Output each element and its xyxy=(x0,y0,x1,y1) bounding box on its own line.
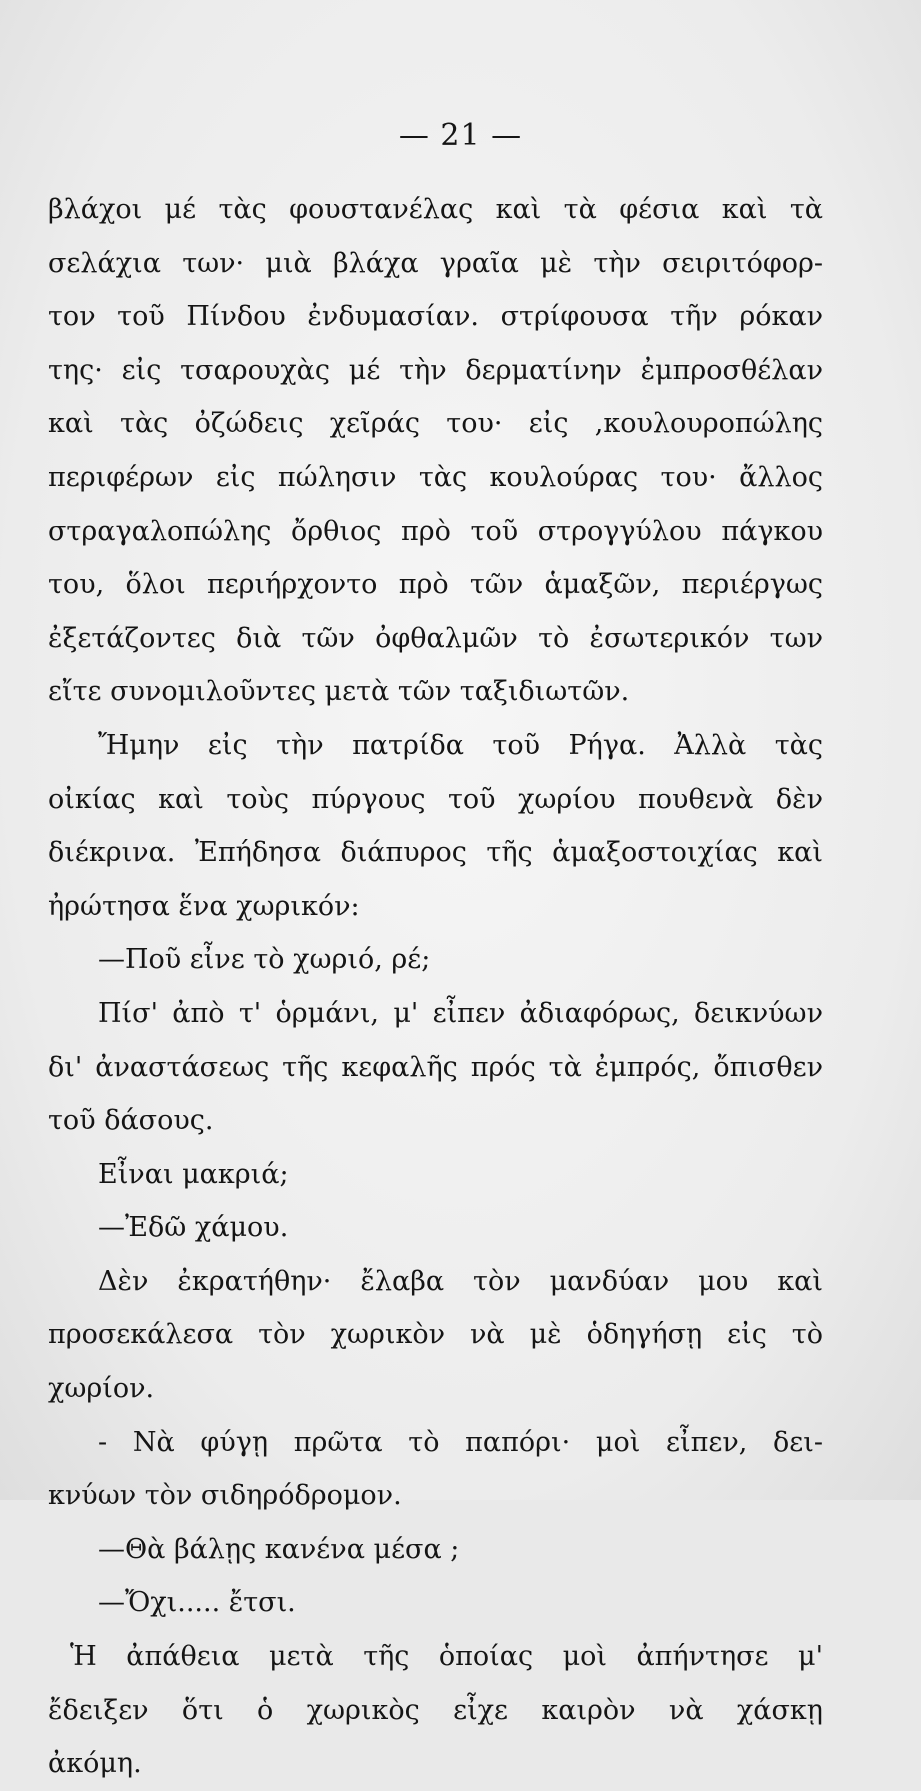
text-line: ἔδειξεν ὅτι ὁ χωρικὸς εἶχε καιρὸν νὰ χάσκῃ xyxy=(48,1694,823,1726)
text-line: ἀκόμη. xyxy=(48,1748,142,1780)
text-line: προσεκάλεσα τὸν χωρικὸν νὰ μὲ ὁδηγήσῃ εἰς τὸ xyxy=(48,1319,823,1351)
text-line: Εἶναι μακριά; xyxy=(98,1158,289,1190)
text-line: καὶ τὰς ὀζώδεις χεῖράς του· εἰς ,κουλουροπώλης xyxy=(48,408,823,440)
text-line: —Ἐδῶ χάμου. xyxy=(98,1212,289,1244)
page-number: — 21 — xyxy=(398,118,523,153)
text-line: Ἤμην εἰς τὴν πατρίδα τοῦ Ρήγα. Ἀλλὰ τὰς xyxy=(98,729,823,761)
text-line: τοῦ δάσους. xyxy=(48,1105,214,1137)
text-body xyxy=(48,183,823,1791)
text-line: βλάχοι μέ τὰς φουστανέλας καὶ τὰ φέσια καὶ τὰ xyxy=(48,194,823,225)
text-line: δι' ἀναστάσεως τῆς κεφαλῆς πρός τὰ ἐμπρός, ὄπισθεν xyxy=(48,1051,823,1083)
text-line: της· εἰς τσαρουχὰς μέ τὴν δερματίνην ἐμπροσθέλαν xyxy=(48,354,823,386)
text-line: εἴτε συνομιλοῦντες μετὰ τῶν ταξιδιωτῶν. xyxy=(48,676,630,708)
text-line: Δὲν ἐκρατήθην· ἔλαβα τὸν μανδύαν μου καὶ xyxy=(98,1265,823,1297)
text-line: του, ὅλοι περιήρχοντο πρὸ τῶν ἁμαξῶν, περιέργως xyxy=(48,569,823,601)
text-line: σελάχια των· μιὰ βλάχα γραῖα μὲ τὴν σειριτόφορ- xyxy=(48,247,823,279)
text-line: κνύων τὸν σιδηρόδρομον. xyxy=(48,1480,402,1512)
text-line: ἐξετάζοντες διὰ τῶν ὀφθαλμῶν τὸ ἐσωτερικόν των xyxy=(48,622,823,654)
text-line: οἰκίας καὶ τοὺς πύργους τοῦ χωρίου πουθενὰ δὲν xyxy=(48,783,823,815)
text-line: περιφέρων εἰς πώλησιν τὰς κουλούρας του· ἄλλος xyxy=(48,461,823,493)
text-line: —Θὰ βάλῃς κανένα μέσα ; xyxy=(98,1533,460,1565)
text-line: διέκρινα. Ἐπήδησα διάπυρος τῆς ἁμαξοστοιχίας καὶ xyxy=(48,837,823,869)
text-line: χωρίον. xyxy=(48,1373,155,1405)
text-line: ἠρώτησα ἕνα χωρικόν: xyxy=(48,890,360,922)
text-line: στραγαλοπώλης ὄρθιος πρὸ τοῦ στρογγύλου πάγκου xyxy=(48,515,823,547)
text-line: —Ποῦ εἶνε τὸ χωριό, ρέ; xyxy=(98,944,431,976)
text-line: —Ὄχι..... ἔτσι. xyxy=(98,1587,296,1619)
text-line: τον τοῦ Πίνδου ἐνδυμασίαν. στρίφουσα τῆν ρόκαν xyxy=(48,301,823,333)
text-line: Ἡ ἀπάθεια μετὰ τῆς ὁποίας μοὶ ἀπήντησε μ' xyxy=(70,1641,823,1673)
text-line: Πίσ' ἀπὸ τ' ὁρμάνι, μ' εἶπεν ἀδιαφόρως, δεικνύων xyxy=(98,997,823,1029)
text-line: - Νὰ φύγῃ πρῶτα τὸ παπόρι· μοὶ εἶπεν, δει- xyxy=(98,1426,823,1458)
